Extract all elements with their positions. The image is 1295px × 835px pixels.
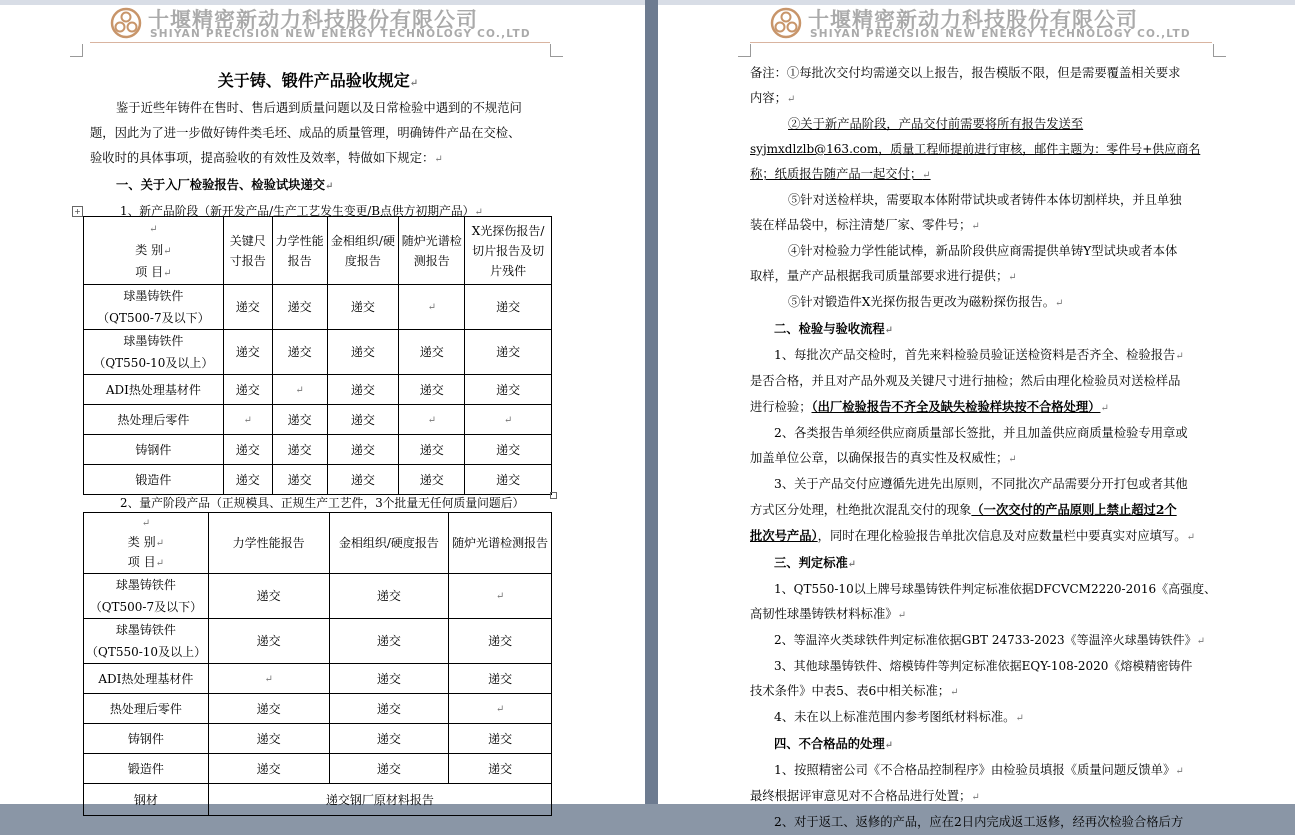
column-header: X光探伤报告/切片报告及切片残件 bbox=[465, 217, 552, 285]
row-label: 热处理后零件 bbox=[84, 405, 224, 435]
table-header-row bbox=[84, 217, 552, 285]
note-5: ⑤针对锻造件X光探伤报告更改为磁粉探伤报告。↵ bbox=[788, 295, 1064, 309]
table-cell: ↵ bbox=[465, 405, 552, 435]
table-cell: 递交 bbox=[465, 435, 552, 465]
table-cell: 递交 bbox=[208, 574, 329, 619]
company-name-cn: 十堰精密新动力科技股份有限公司 bbox=[148, 8, 478, 32]
table-row bbox=[84, 375, 552, 405]
table-cell: 递交 bbox=[327, 435, 399, 465]
table-cell: 递交 bbox=[449, 664, 552, 694]
table-cell: 递交 bbox=[329, 574, 449, 619]
table-move-handle[interactable]: + bbox=[72, 206, 83, 217]
table-cell: 递交 bbox=[449, 619, 552, 664]
table-cell: 递交 bbox=[223, 285, 272, 330]
company-logo-icon bbox=[108, 6, 144, 42]
right-page-body: 备注：①每批次交付均需递交以上报告，报告模版不限，但是需要覆盖相关要求 内容；↵ ②关于新产品阶段，产品交付前需要将所有报告发送至 syjmxdlzlb@163.com，质量工程师提前进行审核，邮件主题为：零件号+供应商名 称；纸质报告随产品一起交付；↵ ⑤针对送检样块，需要取本体附带试块或者铸件本体切割样块，并且单独 装在样品袋中，标注清楚厂家、零件号；↵ ④针对检验力学性能试棒，新品阶段供应商需提供单铸Y型试块或者本体 取样，量产产品根据我司质量部要求进行提供；↵ ⑤针对锻造件X光探伤报告更改为磁粉探伤报告。↵ 二、检验与验收流程↵ 1、每批次产品交检时，首先来料检验员验证送检资料是否齐全、检验报告↵ 是否合格，并且对产品外观及关键尺寸进行抽检；然后由理化检验员对送检样品 进行检验；（出厂检验报告不齐全及缺失检验样块按不合格处理）↵ 2、各类报告单须经供应商质量部长签批，并且加盖供应商质量检验专用章或 加盖单位公章，以确保报告的真实性及权威性；↵ 3、关于产品交付应遵循先进先出原则，不同批次产品需要分开打包或者其他 方式区分处理，杜绝批次混乱交付的现象（一次交付的产品原则上禁止超过2个 批次号产品），同时在理化检验报告单批次信息及对应数量栏中要真实对应填写。↵ 三、判定标准↵ 1、QT550-10以上牌号球墨铸铁件判定标准依据DFCVCM2220-2016《高强度、 高韧性球墨铸铁材料标准》↵ 2、等温淬火类球铁件判定标准依据GBT 24733-2023《等温淬火球墨铸铁件》↵ 3、其他球墨铸铁件、熔模铸件等判定标准依据EQY-108-2020《熔模精密铸件 技术条件》中表5、表6中相关标准；↵ 4、未在以上标准范围内参考图纸材料标准。↵ 四、不合格品的处理↵ 1、按照精密公司《不合格品控制程序》由检验员填报《质量问题反馈单》↵ 最终根据评审意见对不合格品进行处置；↵ 2、对于返工、返修的产品，应在2日内完成返工返修，经再次检验合格后方 bbox=[750, 61, 1210, 835]
mass-production-report-table bbox=[83, 512, 552, 816]
table-cell: 递交 bbox=[272, 465, 327, 495]
table-cell: 递交 bbox=[208, 694, 329, 724]
table-row bbox=[84, 664, 552, 694]
document-page-right bbox=[658, 0, 1295, 829]
margin-corner-mark bbox=[550, 44, 563, 57]
table-cell: ↵ bbox=[449, 574, 552, 619]
company-logo-icon bbox=[768, 6, 804, 42]
table-cell-merged: 递交钢厂原材料报告 bbox=[208, 784, 551, 816]
table-row bbox=[84, 754, 552, 784]
table-cell: ↵ bbox=[272, 375, 327, 405]
table-cell: 递交 bbox=[449, 724, 552, 754]
table-header-row bbox=[84, 513, 552, 574]
table-cell: ↵ bbox=[223, 405, 272, 435]
company-name-cn: 十堰精密新动力科技股份有限公司 bbox=[808, 8, 1138, 32]
table-cell: 递交 bbox=[329, 694, 449, 724]
row-label: 球墨铸铁件 （QT550-10及以上） bbox=[84, 330, 224, 375]
table-cell: 递交 bbox=[399, 330, 465, 375]
table-row bbox=[84, 465, 552, 495]
column-header: 随炉光谱检测报告 bbox=[399, 217, 465, 285]
note-1: 备注：①每批次交付均需递交以上报告，报告模版不限，但是需要覆盖相关要求 bbox=[750, 66, 1181, 80]
table-row bbox=[84, 330, 552, 375]
row-label: 钢材 bbox=[84, 784, 209, 816]
row-label: 锻造件 bbox=[84, 465, 224, 495]
table-cell: 递交 bbox=[327, 285, 399, 330]
table-cell: 递交 bbox=[327, 465, 399, 495]
table-cell: 递交 bbox=[465, 375, 552, 405]
table-cell: 递交 bbox=[223, 375, 272, 405]
note-4: ④针对检验力学性能试棒，新品阶段供应商需提供单铸Y型试块或者本体 bbox=[788, 244, 1178, 258]
column-header: 力学性能报告 bbox=[208, 513, 329, 574]
section-heading-4: 四、不合格品的处理↵ bbox=[774, 736, 894, 751]
margin-corner-mark bbox=[70, 44, 83, 57]
table-corner-cell: ↵ 类 别↵ 项 目↵ bbox=[84, 217, 224, 285]
header-rule bbox=[750, 42, 1212, 43]
table-cell: ↵ bbox=[208, 664, 329, 694]
subsection-1: 1、新产品阶段（新开发产品/生产工艺发生变更/B点供方初期产品） bbox=[120, 204, 475, 218]
section-heading-3: 三、判定标准↵ bbox=[774, 555, 857, 570]
intro-paragraph: 鉴于近些年铸件在售时、售后遇到质量问题以及日常检验中遇到的不规范问 题，因此为了进一步做好铸件类毛坯、成品的质量管理，明确铸件产品在交检、 验收时的具体事项，提高验收的有效性及效率，特做如下规定：↵ 一、关于入厂检验报告、检验试块递交↵ 1、新产品阶段（新开发产品/生产工艺发生变更/B点供方初期产品）↵ bbox=[90, 101, 522, 218]
table-row bbox=[84, 619, 552, 664]
section-heading-2: 二、检验与验收流程↵ bbox=[774, 321, 894, 336]
table-cell: 递交 bbox=[327, 375, 399, 405]
company-header bbox=[108, 6, 548, 46]
table-row bbox=[84, 405, 552, 435]
note-2: ②关于新产品阶段，产品交付前需要将所有报告发送至 bbox=[788, 117, 1084, 131]
table-row bbox=[84, 724, 552, 754]
row-label: ADI热处理基材件 bbox=[84, 664, 209, 694]
table-row bbox=[84, 694, 552, 724]
table-cell: ↵ bbox=[399, 405, 465, 435]
table-cell: 递交 bbox=[272, 285, 327, 330]
margin-corner-mark bbox=[738, 44, 751, 57]
page-gap bbox=[645, 0, 658, 804]
table-row bbox=[84, 574, 552, 619]
document-page-left bbox=[0, 0, 645, 807]
column-header: 关键尺寸报告 bbox=[223, 217, 272, 285]
table-cell: 递交 bbox=[449, 754, 552, 784]
row-label: 球墨铸铁件 （QT500-7及以下） bbox=[84, 574, 209, 619]
margin-corner-mark bbox=[1213, 44, 1226, 57]
table-cell: 递交 bbox=[327, 330, 399, 375]
table-resize-handle[interactable] bbox=[550, 492, 557, 499]
row-label: 热处理后零件 bbox=[84, 694, 209, 724]
table-cell: 递交 bbox=[329, 664, 449, 694]
note-3: ⑤针对送检样块，需要取本体附带试块或者铸件本体切割样块，并且单独 bbox=[788, 193, 1182, 207]
row-label: 球墨铸铁件 （QT550-10及以上） bbox=[84, 619, 209, 664]
table-cell: 递交 bbox=[272, 405, 327, 435]
table-cell: ↵ bbox=[399, 285, 465, 330]
table-cell: 递交 bbox=[223, 465, 272, 495]
table-cell: 递交 bbox=[208, 754, 329, 784]
subsection-2: 2、量产阶段产品（正规模具、正规生产工艺件，3个批量无任何质量问题后） bbox=[120, 496, 525, 510]
column-header: 力学性能报告 bbox=[272, 217, 327, 285]
table-cell: 递交 bbox=[272, 435, 327, 465]
table-corner-cell: ↵ 类 别↵ 项 目↵ bbox=[84, 513, 209, 574]
row-label: 铸钢件 bbox=[84, 435, 224, 465]
table-row bbox=[84, 285, 552, 330]
table-cell: ↵ bbox=[449, 694, 552, 724]
column-header: 金相组织/硬度报告 bbox=[329, 513, 449, 574]
emphasis-text: 批次号产品） bbox=[750, 528, 818, 543]
table-cell: 递交 bbox=[465, 330, 552, 375]
table-cell: 递交 bbox=[329, 619, 449, 664]
table-cell: 递交 bbox=[329, 724, 449, 754]
table-cell: 递交 bbox=[208, 724, 329, 754]
table-row bbox=[84, 435, 552, 465]
emphasis-text: （出厂检验报告不齐全及缺失检验样块按不合格处理） bbox=[811, 399, 1101, 414]
document-title: 关于铸、锻件产品验收规定↵ bbox=[217, 71, 419, 90]
column-header: 随炉光谱检测报告 bbox=[449, 513, 552, 574]
table-cell: 递交 bbox=[465, 465, 552, 495]
new-product-report-table bbox=[83, 216, 552, 495]
table-cell: 递交 bbox=[399, 435, 465, 465]
table-cell: 递交 bbox=[399, 465, 465, 495]
row-label: 球墨铸铁件 （QT500-7及以下） bbox=[84, 285, 224, 330]
table-cell: 递交 bbox=[208, 619, 329, 664]
table-cell: 递交 bbox=[272, 330, 327, 375]
table-cell: 递交 bbox=[223, 435, 272, 465]
table-cell: 递交 bbox=[465, 285, 552, 330]
company-header bbox=[768, 6, 1208, 46]
table-cell: 递交 bbox=[399, 375, 465, 405]
header-rule bbox=[90, 42, 550, 43]
row-label: 锻造件 bbox=[84, 754, 209, 784]
emphasis-text: （一次交付的产品原则上禁止超过2个 bbox=[971, 502, 1177, 517]
table-row bbox=[84, 784, 552, 816]
row-label: ADI热处理基材件 bbox=[84, 375, 224, 405]
table-cell: 递交 bbox=[327, 405, 399, 435]
company-name-en: SHIYAN PRECISION NEW ENERGY TECHNOLOGY CO.,LTD bbox=[810, 28, 1191, 40]
column-header: 金相组织/硬度报告 bbox=[327, 217, 399, 285]
section-heading-1: 一、关于入厂检验报告、检验试块递交 bbox=[116, 177, 326, 192]
row-label: 铸钢件 bbox=[84, 724, 209, 754]
table-cell: 递交 bbox=[329, 754, 449, 784]
company-name-en: SHIYAN PRECISION NEW ENERGY TECHNOLOGY CO.,LTD bbox=[150, 28, 531, 40]
table-cell: 递交 bbox=[223, 330, 272, 375]
